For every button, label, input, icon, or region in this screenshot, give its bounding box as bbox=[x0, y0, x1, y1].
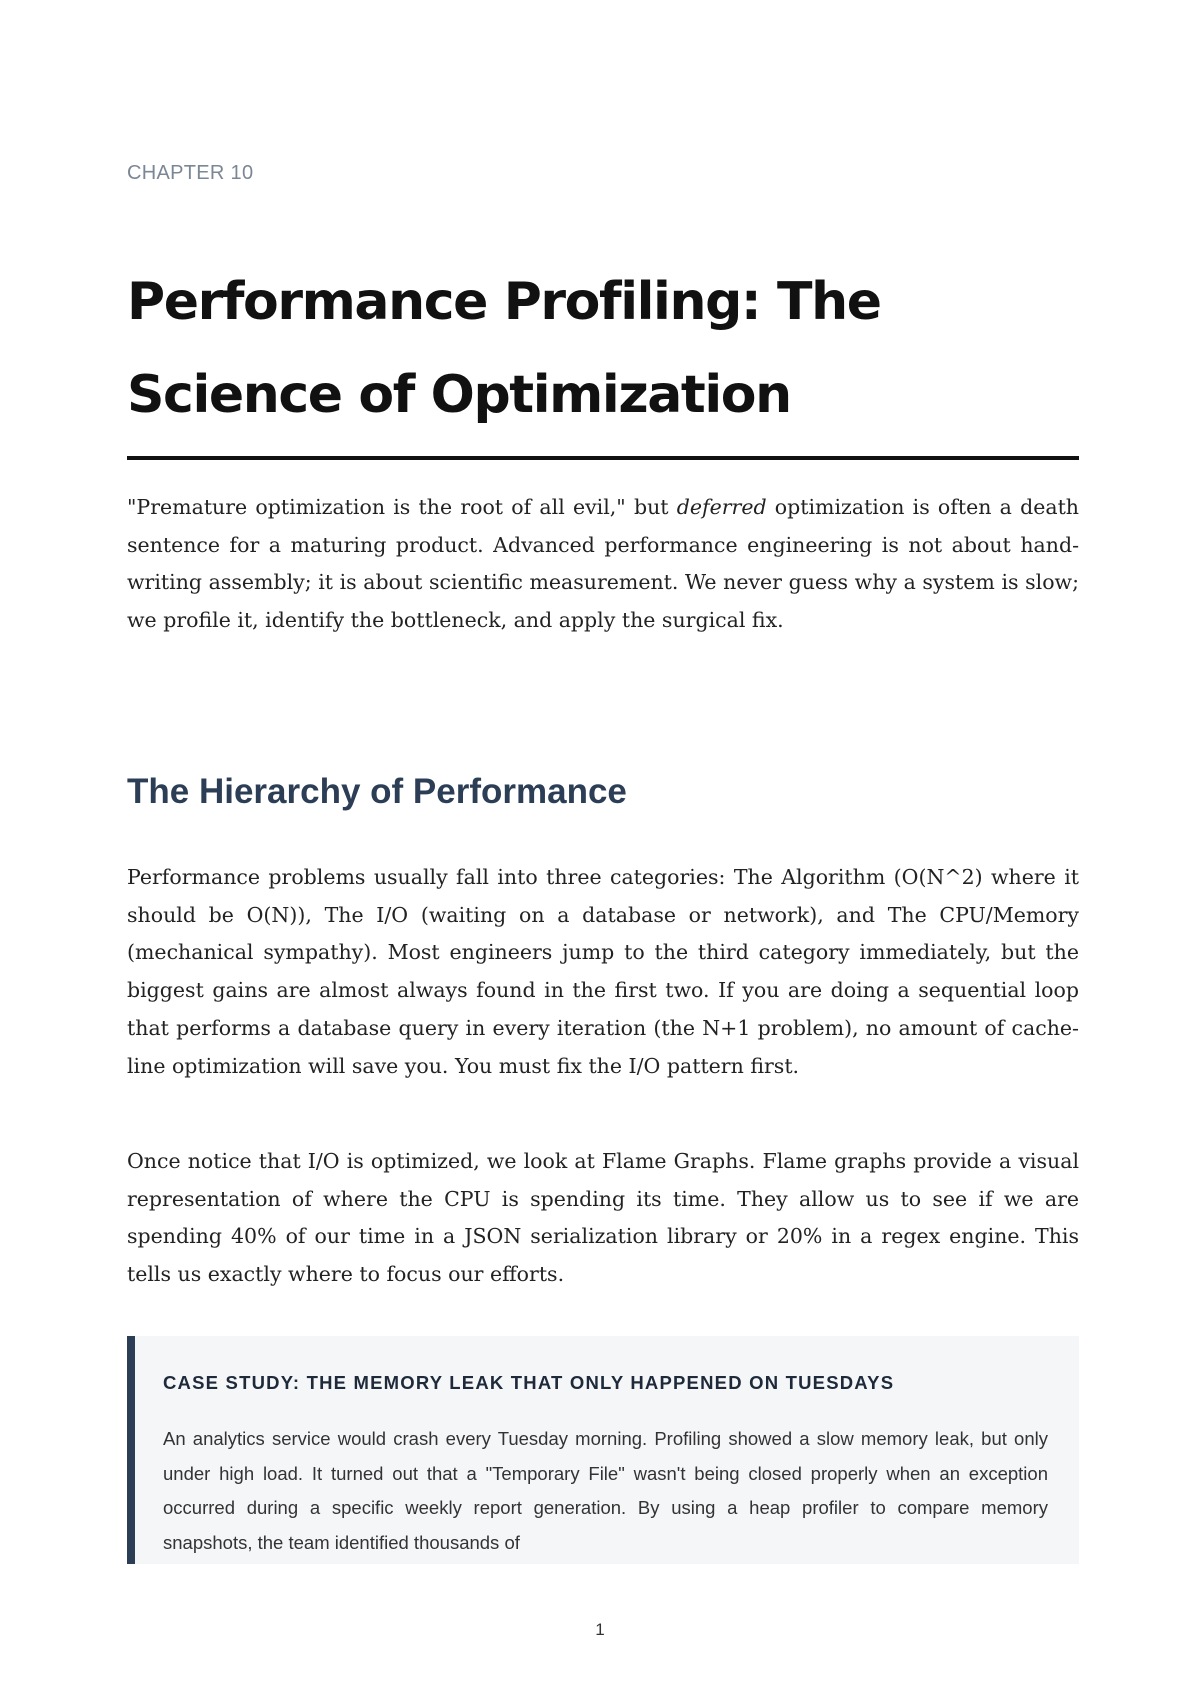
chapter-label: CHAPTER 10 bbox=[127, 162, 254, 184]
case-study-text: An analytics service would crash every Tuesday morning. Profiling showed a slow memory leak, but only under high load. It turned out that a "Temporary File" wasn't being closed properly when an exception occurred during a specific weekly report generation. By using a heap profiler to compare memory snapshots, the team identified thousands of bbox=[163, 1428, 1048, 1553]
page-number: 1 bbox=[595, 1620, 605, 1639]
intro-text-before: "Premature optimization is the root of all evil," but bbox=[127, 495, 677, 519]
section-paragraph: Performance problems usually fall into three categories: The Algorithm (O(N^2) where it should be O(N)), The I/O (waiting on a database or network), and The CPU/Memory (mechanical sympathy). Most engineers jump to the third category immediately, but the biggest gains are almost always found in the first two. If you are doing a sequential loop that performs a database query in every iteration (the N+1 problem), no amount of cache-line optimization will save you. You must fix the I/O pattern first. bbox=[127, 865, 1079, 1078]
case-study-callout bbox=[127, 1336, 1079, 1564]
title-divider bbox=[127, 456, 1079, 460]
intro-text-after: optimization is often a death sentence for a maturing product. Advanced performance engineering is not about hand-writing assembly; it is about scientific measurement. We never guess why a system is slow; we profile it, identify the bottleneck, and apply the surgical fix. bbox=[127, 495, 1080, 633]
case-study-title: CASE STUDY: THE MEMORY LEAK THAT ONLY HAPPENED ON TUESDAYS bbox=[163, 1372, 895, 1393]
chapter-title: Performance Profiling: The Science of Optimization bbox=[127, 272, 881, 425]
section-paragraph: Once notice that I/O is optimized, we look at Flame Graphs. Flame graphs provide a visual representation of where the CPU is spending its time. They allow us to see if we are spending 40% of our time in a JSON serialization library or 20% in a regex engine. This tells us exactly where to focus our efforts. bbox=[127, 1149, 1079, 1287]
intro-paragraph bbox=[127, 489, 1079, 640]
intro-emphasis: deferred bbox=[676, 495, 767, 519]
section-heading: The Hierarchy of Performance bbox=[127, 772, 627, 811]
